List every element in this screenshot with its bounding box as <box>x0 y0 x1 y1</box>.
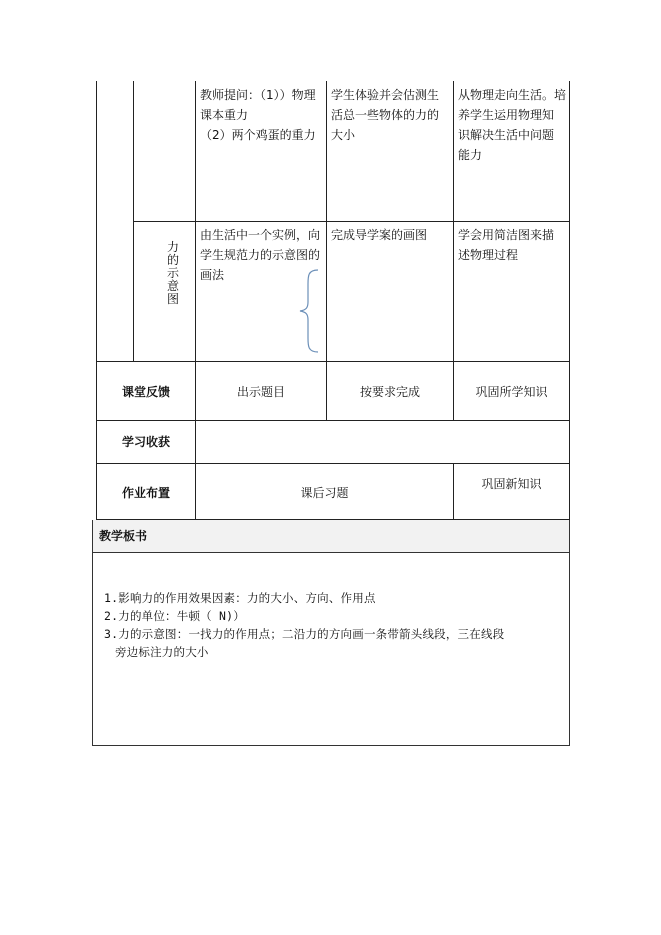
text-line: 学会用简洁图来描 <box>458 228 555 242</box>
row2-student-activity <box>331 225 451 245</box>
row2-vertical-label <box>165 241 181 306</box>
row1-design-intent <box>458 85 568 165</box>
text-line: 课本重力 <box>200 108 249 122</box>
row1-student-activity <box>331 85 451 145</box>
text-line: 活总一些物体的力的 <box>331 108 440 122</box>
text-line: 能力 <box>458 148 483 162</box>
board-line-1: 1.影响力的作用效果因素：力的大小、方向、作用点 <box>104 591 376 605</box>
text-line: 养学生运用物理知 <box>458 108 555 122</box>
label-char: 示 <box>166 266 179 280</box>
label-char: 意 <box>166 279 179 293</box>
text-line: 述物理过程 <box>458 248 519 262</box>
row1-teacher-activity <box>200 85 324 145</box>
homework-intent: 巩固新知识 <box>481 477 542 491</box>
feedback-intent: 巩固所学知识 <box>475 385 548 399</box>
feedback-teacher: 出示题目 <box>236 385 285 399</box>
label-char: 力 <box>166 240 179 254</box>
text-line: 完成导学案的画图 <box>331 228 428 242</box>
gains-label: 学习收获 <box>121 435 170 449</box>
board-title: 教学板书 <box>99 529 148 543</box>
homework-content: 课后习题 <box>300 486 349 500</box>
board-line-4: 旁边标注力的大小 <box>115 645 209 659</box>
text-line: 画法 <box>200 268 225 282</box>
board-line-2: 2.力的单位：牛顿（ N)） <box>104 609 245 623</box>
feedback-student: 按要求完成 <box>359 385 420 399</box>
text-line: 学生体验并会估测生 <box>331 88 440 102</box>
feedback-label: 课堂反馈 <box>121 385 170 399</box>
board-line-3: 3.力的示意图：一找力的作用点；二沿力的方向画一条带箭头线段，三在线段 <box>104 627 505 641</box>
text-line: 识解决生活中问题 <box>458 128 555 142</box>
text-line: 教师提问：（1））物理 <box>200 88 316 102</box>
board-header <box>93 520 569 553</box>
homework-label: 作业布置 <box>121 486 170 500</box>
label-char: 图 <box>166 292 179 306</box>
text-line: 大小 <box>331 128 356 142</box>
text-line: 学生规范力的示意图的 <box>200 248 321 262</box>
row2-design-intent <box>458 225 568 265</box>
curly-brace-icon <box>296 268 322 354</box>
text-line: 从物理走向生活。培 <box>458 88 567 102</box>
text-line: （2）两个鸡蛋的重力 <box>200 128 316 142</box>
text-line: 由生活中一个实例，向 <box>200 228 321 242</box>
label-char: 的 <box>166 253 179 267</box>
